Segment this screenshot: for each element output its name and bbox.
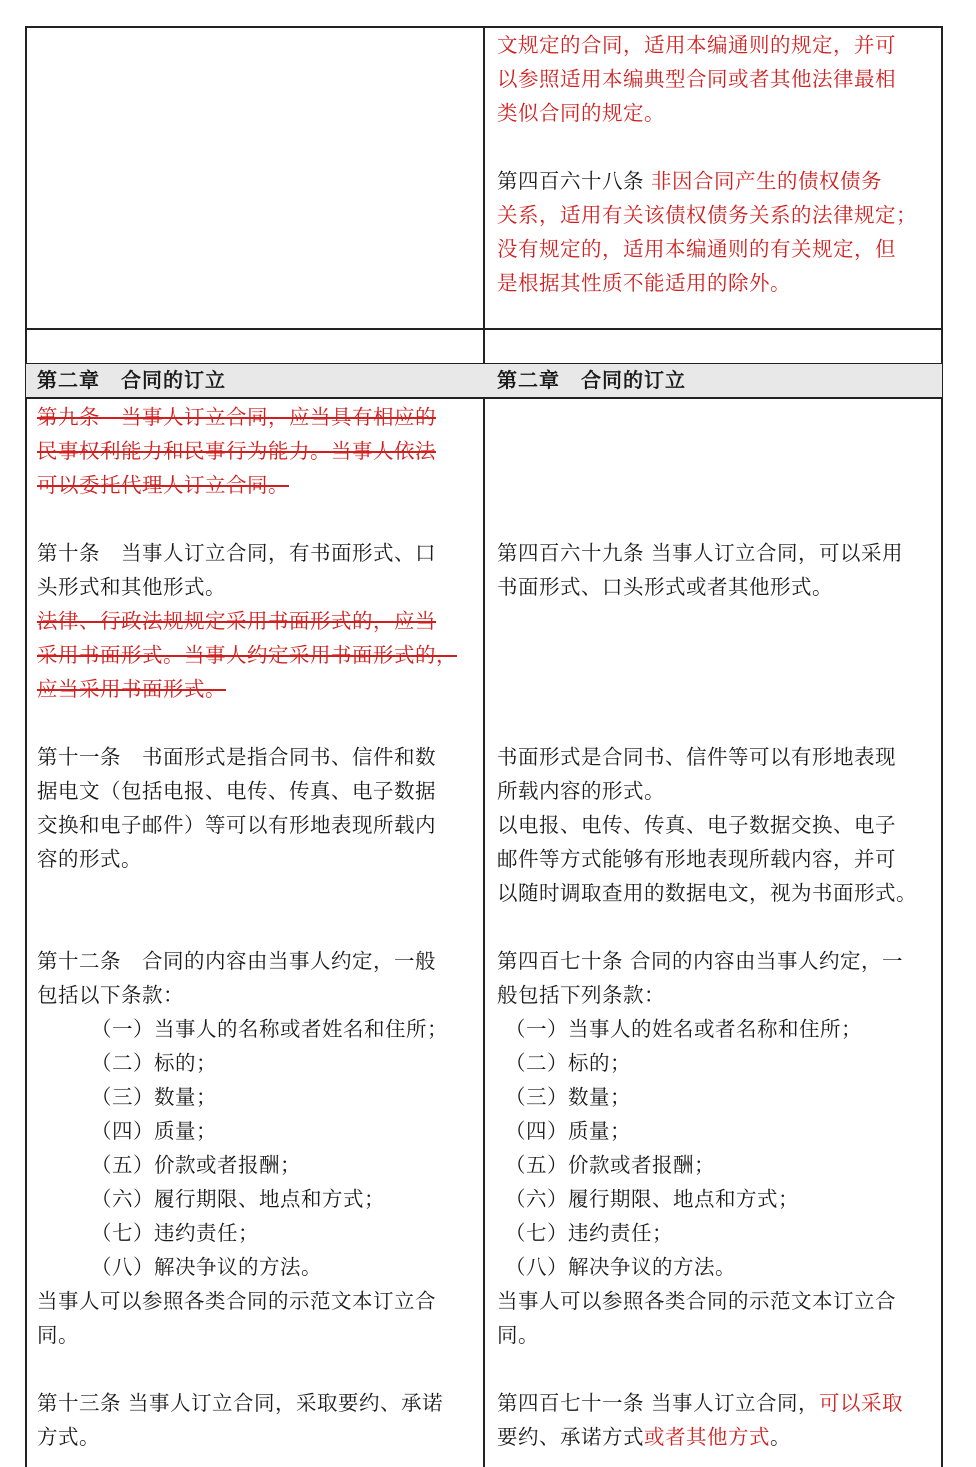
- list-item: （五）价款或者报酬；: [91, 1153, 301, 1177]
- row-divider-3: [25, 397, 943, 399]
- list-item: （二）标的；: [91, 1051, 217, 1075]
- text-line: 非因合同产生的债权债务: [651, 169, 883, 193]
- left-border: [25, 26, 27, 1467]
- article-11-line: 容的形式。: [37, 847, 142, 871]
- text-run: 。: [770, 1425, 791, 1449]
- right-border: [941, 26, 943, 1467]
- list-item: （三）数量；: [505, 1085, 631, 1109]
- list-item: （七）违约责任；: [505, 1221, 673, 1245]
- article-10-line: 第十条 当事人订立合同，有书面形式、口: [37, 541, 436, 565]
- chapter-header-left: 第二章 合同的订立: [37, 368, 226, 392]
- article-12-line: 包括以下条款：: [37, 983, 184, 1007]
- text-line: 类似合同的规定。: [497, 101, 665, 125]
- article-470-line: 第四百七十条 合同的内容由当事人约定，一: [497, 949, 904, 973]
- list-item: （八）解决争议的方法。: [91, 1255, 322, 1279]
- right-column: [497, 400, 933, 1454]
- list-item: （三）数量；: [91, 1085, 217, 1109]
- written-form-line: 以电报、电传、传真、电子数据交换、电子: [497, 813, 896, 837]
- article-10-struck-line: 法律、行政法规规定采用书面形式的，应当: [37, 609, 436, 633]
- article-12-tail-line: 当事人可以参照各类合同的示范文本订立合: [37, 1289, 436, 1313]
- list-item: （六）履行期限、地点和方式；: [91, 1187, 385, 1211]
- text-line: 关系，适用有关该债权债务关系的法律规定；: [497, 203, 917, 227]
- article-11-line: 交换和电子邮件）等可以有形地表现所载内: [37, 813, 436, 837]
- list-item: （五）价款或者报酬；: [505, 1153, 715, 1177]
- list-item: （四）质量；: [91, 1119, 217, 1143]
- top-right-continuation: [497, 28, 933, 300]
- article-469-line: 第四百六十九条 当事人订立合同，可以采用: [497, 541, 904, 565]
- article-470-tail-line: 当事人可以参照各类合同的示范文本订立合: [497, 1289, 896, 1313]
- article-468-label: 第四百六十八条: [497, 169, 644, 193]
- article-10-struck-line: 采用书面形式。当事人约定采用书面形式的，: [37, 643, 457, 667]
- list-item: （四）质量；: [505, 1119, 631, 1143]
- article-9-line: 第九条 当事人订立合同，应当具有相应的: [37, 405, 436, 429]
- article-9-line: 民事权利能力和民事行为能力。当事人依法: [37, 439, 436, 463]
- written-form-line: 以随时调取查用的数据电文，视为书面形式。: [497, 881, 917, 905]
- written-form-line: 所载内容的形式。: [497, 779, 665, 803]
- article-11-line: 第十一条 书面形式是指合同书、信件和数: [37, 745, 436, 769]
- added-text: 或者其他方式: [644, 1425, 770, 1449]
- article-10-struck-line: 应当采用书面形式。: [37, 677, 226, 701]
- list-item: （六）履行期限、地点和方式；: [505, 1187, 799, 1211]
- article-13-line: 第十三条 当事人订立合同，采取要约、承诺: [37, 1391, 444, 1415]
- list-item: （一）当事人的名称或者姓名和住所；: [91, 1017, 448, 1041]
- text-line: 以参照适用本编典型合同或者其他法律最相: [497, 67, 896, 91]
- list-item: （一）当事人的姓名或者名称和住所；: [505, 1017, 862, 1041]
- article-469-line: 书面形式、口头形式或者其他形式。: [497, 575, 833, 599]
- article-13-line: 方式。: [37, 1425, 100, 1449]
- text-run: 要约、承诺方式: [497, 1425, 644, 1449]
- article-468: [497, 164, 933, 198]
- added-text: 可以采取: [819, 1391, 904, 1415]
- article-471-line-2: [497, 1420, 933, 1454]
- list-item: （二）标的；: [505, 1051, 631, 1075]
- article-470-line: 般包括下列条款：: [497, 983, 665, 1007]
- list-item: （七）违约责任；: [91, 1221, 259, 1245]
- list-item: （八）解决争议的方法。: [505, 1255, 736, 1279]
- article-10-line: 头形式和其他形式。: [37, 575, 226, 599]
- text-run: 第四百七十一条 当事人订立合同，: [497, 1391, 820, 1415]
- article-470-tail-line: 同。: [497, 1323, 539, 1347]
- row-divider-1: [25, 328, 943, 330]
- left-column: [37, 400, 477, 1454]
- text-line: 文规定的合同，适用本编通则的规定，并可: [497, 33, 896, 57]
- text-line: 没有规定的，适用本编通则的有关规定，但: [497, 237, 896, 261]
- article-12-tail-line: 同。: [37, 1323, 79, 1347]
- text-line: 是根据其性质不能适用的除外。: [497, 271, 791, 295]
- middle-border: [483, 26, 485, 1467]
- article-9-line: 可以委托代理人订立合同。: [37, 473, 289, 497]
- article-471-line-1: [497, 1386, 933, 1420]
- article-11-line: 据电文（包括电报、电传、传真、电子数据: [37, 779, 436, 803]
- chapter-header-right: 第二章 合同的订立: [497, 368, 686, 392]
- article-12-line: 第十二条 合同的内容由当事人约定，一般: [37, 949, 436, 973]
- written-form-line: 书面形式是合同书、信件等可以有形地表现: [497, 745, 896, 769]
- written-form-line: 邮件等方式能够有形地表现所载内容，并可: [497, 847, 896, 871]
